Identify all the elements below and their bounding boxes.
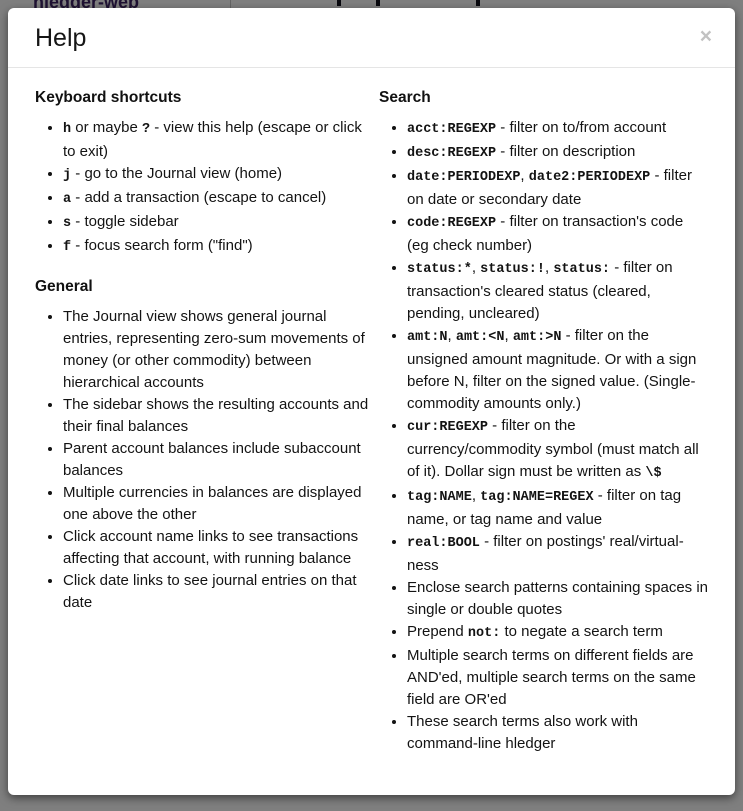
help-list-item — [407, 257, 708, 325]
help-list-item — [407, 211, 708, 257]
help-list-item — [63, 187, 373, 211]
help-text: to negate a search term — [500, 623, 663, 640]
help-list-item — [407, 577, 708, 621]
help-text: Enclose search patterns containing spaces in single or double quotes — [407, 579, 709, 618]
help-list-item — [63, 526, 373, 570]
help-text: , — [471, 259, 481, 276]
help-text: , — [544, 259, 554, 276]
help-text: - filter on the currency/commodity symbol (must match all of it). Dollar sign must be written as — [407, 417, 699, 480]
close-icon[interactable]: × — [699, 25, 712, 48]
code-token: h — [63, 122, 72, 137]
help-text: Parent account balances include subaccount balances — [63, 440, 361, 479]
help-text: Prepend — [407, 623, 468, 640]
code-token: status: — [553, 262, 611, 277]
help-list-item — [407, 165, 708, 211]
help-list-item — [407, 711, 708, 755]
help-text: Multiple currencies in balances are displayed one above the other — [63, 484, 362, 523]
help-text: , — [447, 327, 456, 344]
help-list-item — [63, 570, 373, 614]
help-text: - filter on transaction's cleared status (cleared, pending, uncleared) — [407, 259, 673, 322]
section-heading: Search — [379, 89, 431, 106]
help-list-item — [63, 306, 373, 394]
help-text: - add a transaction (escape to cancel) — [71, 189, 327, 206]
code-token: ? — [141, 122, 151, 137]
modal-body — [8, 68, 735, 789]
help-list-item — [407, 415, 708, 485]
code-token: s — [63, 216, 72, 231]
code-token: status:! — [480, 262, 545, 277]
code-token: code:REGEXP — [407, 216, 497, 231]
help-text: The sidebar shows the resulting accounts and their final balances — [63, 396, 369, 435]
help-list-item — [407, 141, 708, 165]
help-list-item — [63, 211, 373, 235]
code-token: desc:REGEXP — [407, 146, 497, 161]
code-token: tag:NAME=REGEX — [480, 490, 594, 505]
help-list — [379, 117, 708, 755]
help-list-item — [63, 394, 373, 438]
help-text: - filter on tag name, or tag name and value — [407, 487, 682, 528]
help-text: - view this help (escape or click to exit) — [63, 119, 362, 160]
help-list-item — [63, 235, 373, 259]
help-list-item — [407, 621, 708, 645]
help-text: - filter on transaction's code (eg check number) — [407, 213, 684, 254]
help-list-item — [407, 531, 708, 577]
help-text: - toggle sidebar — [71, 213, 179, 230]
help-list — [35, 117, 373, 259]
code-token: amt:<N — [455, 330, 505, 345]
code-token: amt:N — [407, 330, 448, 345]
help-text: - filter on description — [496, 143, 636, 160]
help-text: Multiple search terms on different fields are AND'ed, multiple search terms on the same field are OR'ed — [407, 647, 696, 708]
help-list-item — [407, 117, 708, 141]
code-token: cur:REGEXP — [407, 420, 489, 435]
help-text: Click account name links to see transactions affecting that account, with running balance — [63, 528, 359, 567]
help-list-item — [63, 482, 373, 526]
help-text: Click date links to see journal entries on that date — [63, 572, 357, 611]
help-text: , — [520, 167, 529, 184]
code-token: j — [63, 168, 72, 183]
help-list-item — [63, 163, 373, 187]
section-heading: Keyboard shortcuts — [35, 89, 182, 106]
code-token: acct:REGEXP — [407, 122, 497, 137]
help-column-left — [35, 88, 379, 769]
code-token: date2:PERIODEXP — [528, 170, 651, 185]
help-text: - filter on to/from account — [496, 119, 667, 136]
code-token: tag:NAME — [407, 490, 472, 505]
code-token: a — [63, 192, 72, 207]
modal-title: Help — [35, 24, 87, 52]
help-text: - filter on postings' real/virtual-ness — [407, 533, 684, 574]
code-token: f — [63, 240, 72, 255]
help-text: or maybe — [71, 119, 142, 136]
help-text: , — [471, 487, 481, 504]
code-token: amt:>N — [512, 330, 562, 345]
code-token: date:PERIODEXP — [407, 170, 521, 185]
modal-header — [8, 8, 735, 68]
help-text: These search terms also work with command-line hledger — [407, 713, 638, 752]
code-token: real:BOOL — [407, 536, 480, 551]
help-list-item — [407, 485, 708, 531]
help-text: - go to the Journal view (home) — [71, 165, 283, 182]
help-text: , — [504, 327, 513, 344]
help-list-item — [63, 117, 373, 163]
help-text: - filter on the unsigned amount magnitude. Or with a sign before N, filter on the signed value. (Single-commodity amounts only.) — [407, 327, 697, 412]
help-text: - filter on date or secondary date — [407, 167, 692, 208]
help-column-right — [379, 88, 708, 769]
code-token: status:* — [407, 262, 472, 277]
help-list-item — [407, 645, 708, 711]
help-list — [35, 306, 373, 614]
help-list-item — [63, 438, 373, 482]
code-token: \$ — [645, 466, 662, 481]
section-heading: General — [35, 278, 93, 295]
code-token: not: — [467, 626, 501, 641]
help-text: - focus search form ("find") — [71, 237, 253, 254]
help-modal — [8, 8, 735, 795]
help-list-item — [407, 325, 708, 415]
help-text: The Journal view shows general journal entries, representing zero-sum movements of money (or other commodity) between hierarchical accounts — [63, 308, 365, 391]
